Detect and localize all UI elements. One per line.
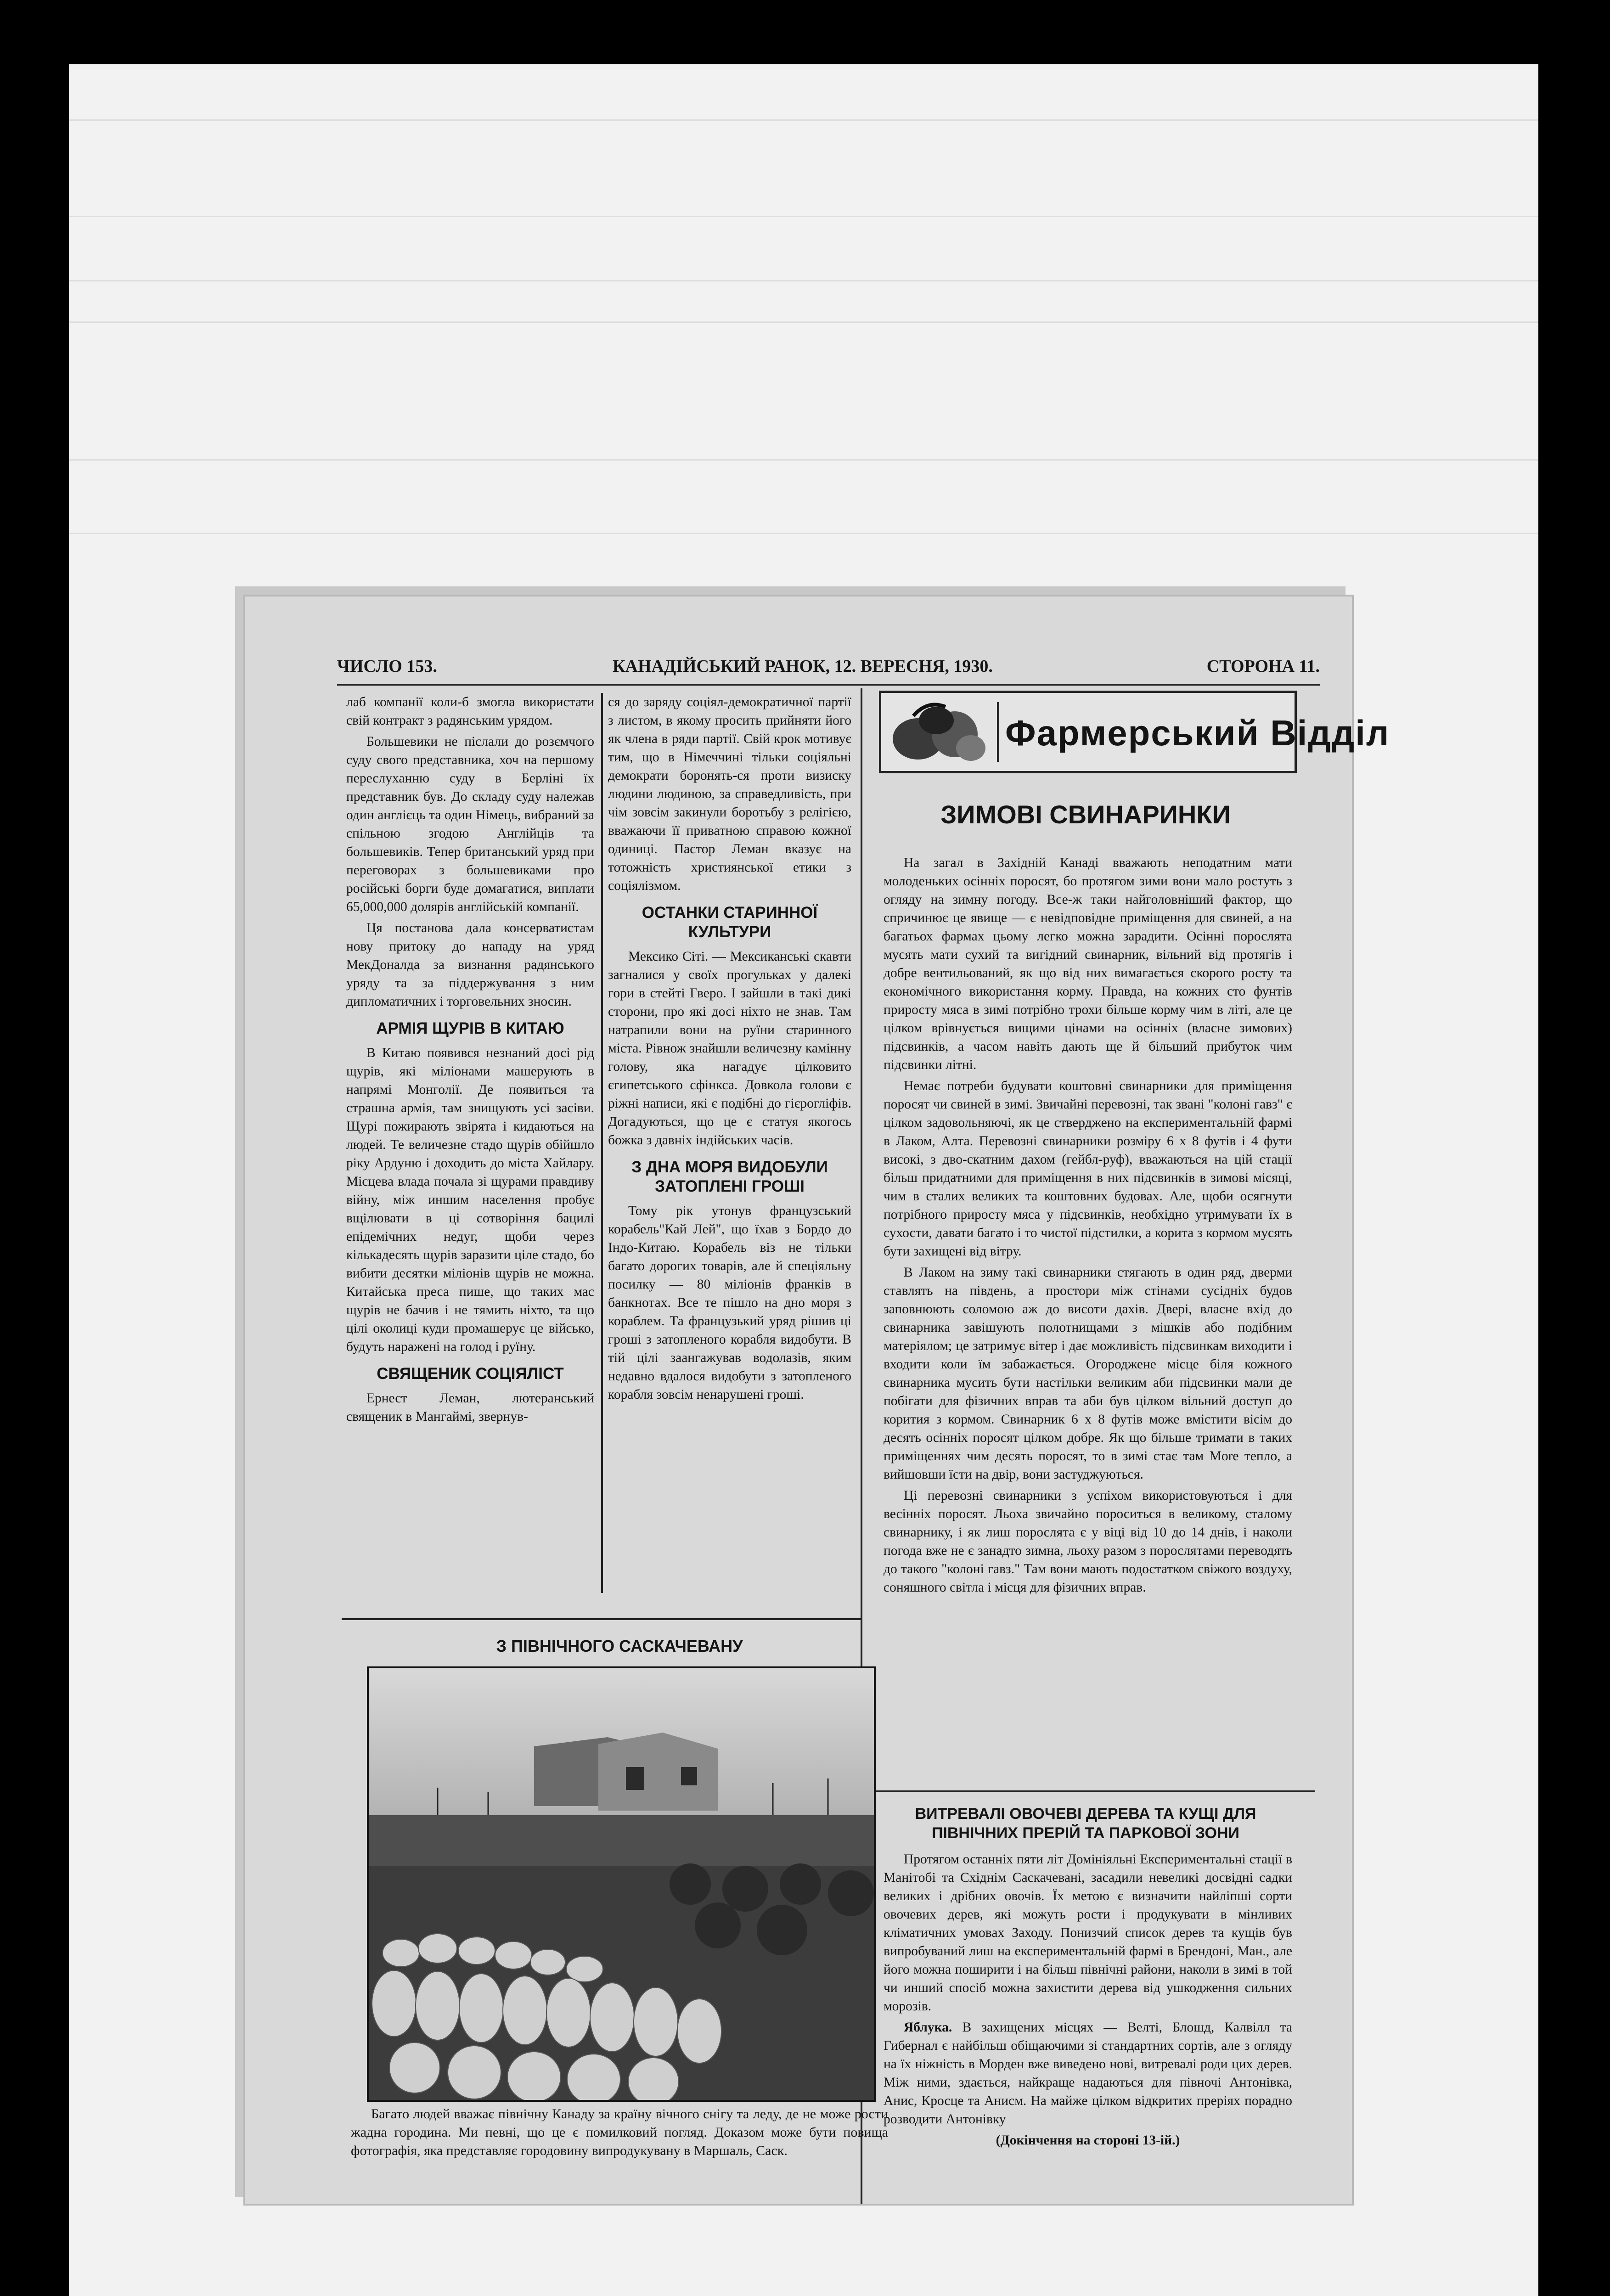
headline-sunken-money: З ДНА МОРЯ ВИДОБУЛИ ЗАТОПЛЕНІ ГРОШІ <box>631 1158 828 1195</box>
col1-paragraph: лаб компанії коли-б змогла використати свій контракт з радянським урядом. <box>346 695 594 728</box>
banner-divider <box>997 702 999 762</box>
column-1 <box>346 693 594 1607</box>
fruit-column <box>884 1850 1292 2181</box>
page-number: СТОРОНА 11. <box>1206 657 1320 676</box>
farm-paragraph: Немає потреби будувати коштовні свинарники для приміщення поросят чи свиней в зимі. Звичайні перевозні, так звані "колоні гавз" є цілком задовольняючі, як це стверджено на експериментальній фармі в Лаком, Алта. Перевозні свинарники розміру 6 х 8 футів і 4 фути високі, з дво-скатним дахом (гейбл-руф), вважаються на цій стації більш придатними для приміщення в них підсвинків в зимові місяці, чим в сталих великих та коштовних будовах. Але, щоби осягнути потрібного приросту мяса у підсвинків, необхідно утримувати їх в сухости, давати багато і то чистої підстилки, а корита з кормом мусять бути захищені від вітру. <box>884 1079 1292 1259</box>
issue-number: ЧИСЛО 153. <box>337 657 437 676</box>
headline-ruins: ОСТАНКИ СТАРИННОЇ КУЛЬТУРИ <box>642 904 818 941</box>
vegetables-icon <box>886 698 991 766</box>
col2-paragraph: Тому рік утонув французський корабель"Кай Лей", що їхав з Бордо до Індо-Китаю. Корабель віз не тільки багато дорогих товарів, але й спеціяльну посилку — 80 міліонів франків в банкнотах. Все те пішло на дно моря з кораблем. Та французький уряд рішив ці гроші з затопленого корабля видобути. В тій цілі заангажував водолазів, яким недавно вдалося видобути з затопленого корабля зовсім ненарушені гроші. <box>608 1204 851 1402</box>
fruit-paragraph: Протягом останніх пяти літ Домініяльні Експериментальні стації в Манітобі та Східнім Саскачевані, засадили невеликі досвідні садки великих і дрібних овочів. Їх метою є визначити найліпші сорти овочевих дерев, які можуть рости і продукувати в мінливих кліматичних умовах Заходу. Понизчий список дерев та кущів був випробуваний лиш на експериментальній фармі в Брендоні, Ман., але його можна поширити і на більш північні райони, наколи в зимі в той чи инший спосіб можна захистити дерева від ушкодження сильних морозів. <box>884 1852 1292 2014</box>
headline-winter-pigsties: ЗИМОВІ СВИНАРИНКИ <box>940 800 1231 829</box>
masthead: КАНАДІЙСЬКИЙ РАНОК, 12. ВЕРЕСНЯ, 1930. <box>613 657 993 676</box>
photo-caption <box>351 2105 888 2160</box>
section-rule <box>342 1618 861 1620</box>
col1-paragraph: В Китаю появився незнаний досі рід щурів, які міліонами машерують в напрямі Монголії. Де появиться та страшна армія, там знищують усі засіви. Щурі пожирають звірята і кидаються на людей. Те величезне стадо щурів обійшло ріку Ардуню і доходить до міста Хайлару. Місцева влада почала зі щурами правдиву війну, між иншим населення пробує вщілювати в ці сотворіння бацилі епідемічних недуг, щоби через кількадесять щурів заразити ціле стадо, бо вибити десятки міліонів щурів не можна. Китайська преса пише, що таких мас щурів не бачив і не тямить ніхто, та що цілі околиці куди промашерує це військо, будуть наражені на голод і руїну. <box>346 1046 594 1354</box>
continuation-note: (Докінчення на стороні 13-ій.) <box>996 2133 1180 2148</box>
headline-hardy-fruit-trees: ВИТРЕВАЛІ ОВОЧЕВІ ДЕРЕВА ТА КУЩІ ДЛЯ ПІВНІЧНИХ ПРЕРІЙ ТА ПАРКОВОЇ ЗОНИ <box>915 1805 1256 1842</box>
headline-priest: СВЯЩЕНИК СОЦІЯЛІСТ <box>377 1365 564 1383</box>
column-2 <box>608 693 851 1607</box>
farm-column <box>884 854 1292 1784</box>
farm-paragraph: На загал в Західній Канаді вважають неподатним мати молоденьких осінніх поросят, бо протягом зими вони мало ростуть з огляду на зимну погоду. Все-ж таки найголовніший фактор, що спричинює це явище — є невідповідне приміщення для свиней, а на багатьох фармах цьому легко можна зарадити. Осінні порослята мусять мати сухий та вигідний свинарник, вільний від протягів і добре вентильований, як що від них вимагається скорого росту та економічного використання корму. Правда, на кожних сто фунтів приросту мяса в зимі потрібно трохи більше корму чим в літі, але це цілком врівнується вищими цінами на осінніх (власне зимових) підсвинків, а часом навіть дають ще й більший прибуток чим підсвинки літні. <box>884 855 1292 1072</box>
column-rule <box>601 693 603 1593</box>
col1-paragraph: Большевики не післали до розємчого суду свого представника, хоч на першому переслуханню суду в Берліні їх представник був. До складу суду належав один англієць та один Німець, вибраний за спільною згодою Англійців та большевиків. Тепер британський уряд при переговорах з большевиками про російські борги буде домагатися, виплати 65,000,000 долярів англійській компанії. <box>346 734 594 914</box>
col1-paragraph: Ернест Леман, лютеранський священик в Мангаймі, звернув- <box>346 1391 594 1424</box>
banner-title: Фармерський Відділ <box>1005 713 1390 753</box>
apples-text: В захищених місцях — Велті, Блошд, Калвілл та Гибернал є найбільш обіщаючими зі стандартних сортів, але з огляду на їх ніжність в Морден вже виведено нові, витревалі роди цих дерев. Між ними, здається, найкраще надаються для півночі Антонівка, Анис, Кросце та Анисм. На майже цілком відкритих преріях порадно розводити Антонівку <box>884 2020 1292 2127</box>
headline-rats: АРМІЯ ЩУРІВ В КИТАЮ <box>376 1019 564 1037</box>
col2-paragraph: ся до заряду соціял-демократичної партії з листом, в якому просить прийняти його як члена в ряди партії. Свій крок мотивує тим, що в Німеччині тільки соціяльні демократи боронять-ся проти визиску людини людиною, за справедливість, при чім зовсім закинули боротьбу з релігією, вважаючи її приватною справою кожної одиниці. Пастор Леман вказує на тотожність християнської етики з соціялізмом. <box>608 695 851 893</box>
col2-paragraph: Мексико Сіті. — Мексиканські скавти загналися у своїх прогульках у далекі гори в стейті Гверо. І зайшли в такі дикі сторони, про які досі ніхто не знав. Там натрапили вони на руїни старинного міста. Рівнож знайшли величезну камінну голову, яка нагадує цілковито єгипетського сфінкса. Довкола голови є ріжні написи, які є подібні до гієрогліфів. Догадуються, що це є статуя якогось божка з давніх індійських часів. <box>608 949 851 1148</box>
newspaper-page <box>243 595 1390 2206</box>
col1-paragraph: Ця постанова дала консерватистам нову притоку до нападу на уряд МекДоналда за визнання радянського уряду та за піддержування з ним дипломатичних і торговельних зносин. <box>346 921 594 1009</box>
farm-section-banner <box>879 691 1390 773</box>
apples-lead: Яблука. <box>904 2020 952 2035</box>
vegetable-harvest-photo <box>367 1666 876 2102</box>
farm-paragraph: Ці перевозні свинарники з успіхом використовуються і для весінніх поросят. Льоха звичайно пороситься в великому, сталому свинарнику, і як лиш порослята є у віці від 10 до 14 днів, і наколи погода вже не є занадто зимна, льоху разом з порослятами переводять до такого "колоні гавз." Там вони мають подостатком свіжого воздуху, соняшного світла і місця для фізичних вправ. <box>884 1488 1292 1595</box>
harvest-photo-image <box>369 1668 874 2100</box>
caption-text: Багато людей вважає північну Канаду за країну вічного снігу та леду, де не може рости жадна городина. Ми певні, що це є помилковий погляд. Доказом може бути повища фотографія, яка представляє городовину випродукувану в Маршаль, Саск. <box>351 2106 888 2158</box>
page-header <box>337 656 1320 686</box>
farm-paragraph: В Лаком на зиму такі свинарники стягають в один ряд, дверми ставлять на південь, а простори між стінами сусідніх будов заповнюють соломою аж до висоти дахів. Двері, власне вхід до свинарника завішують полотнищами з мішків або подібним матеріялом; це затримує вітер і дає можливість підсвинкам виходити і входити коли їм забажається. Огороджене місце біля кожного свинарника мусить бути настільки великим аби підсвинки мали де побігати для фізичних вправ та аби був цілком вільний доступ до корития з кормом. Свинарник 6 х 8 футів може вмістити вісім до десять осінніх поросят цілком добре. Як що більше тримати в таких приміщеннях чим десять поросят, то в зимі стає там More тепло, а вийшовши їсти на двір, вони застуджуються. <box>884 1265 1292 1482</box>
section-rule <box>870 1790 1315 1792</box>
fruit-paragraph <box>884 2018 1292 2128</box>
photo-title: З ПІВНІЧНОГО САСКАЧЕВАНУ <box>496 1637 743 1655</box>
